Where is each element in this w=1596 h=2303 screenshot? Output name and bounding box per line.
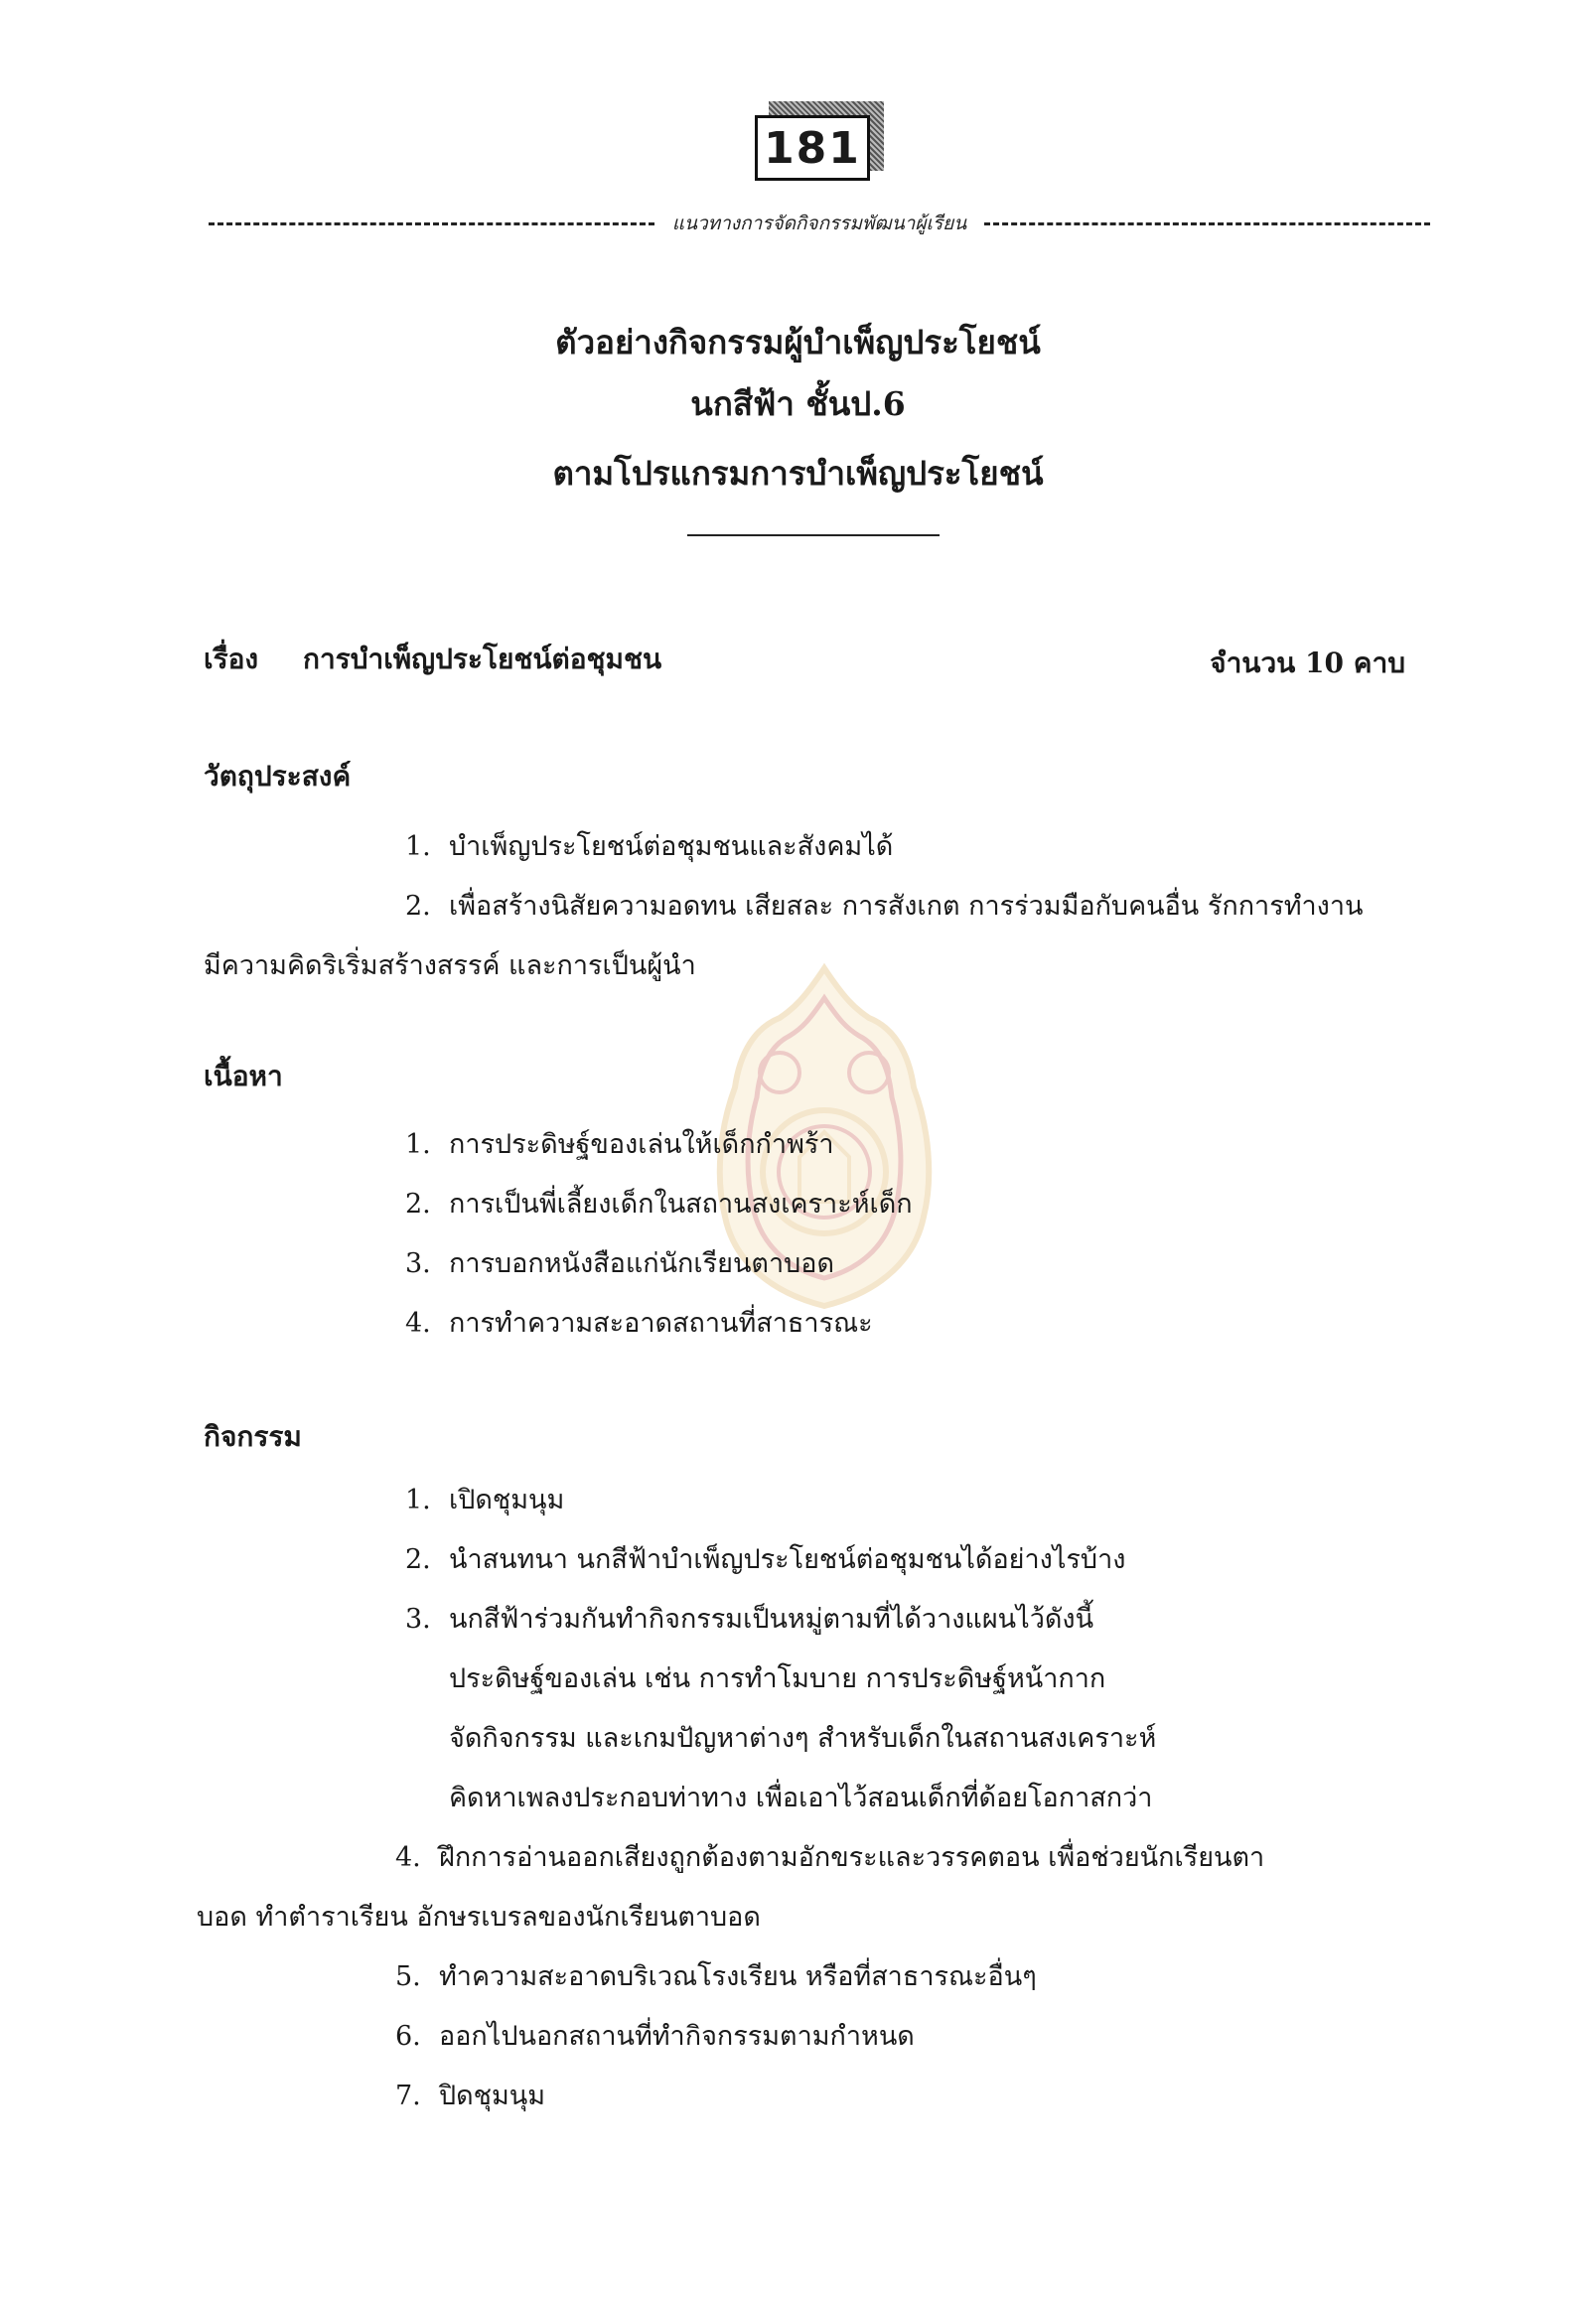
content-num: 2. bbox=[405, 1189, 431, 1220]
activity-item bbox=[395, 2074, 545, 2116]
page-number-box bbox=[755, 101, 884, 187]
activity-text: ออกไปนอกสถานที่ทำกิจกรรมตามกำหนด bbox=[439, 2021, 915, 2052]
objective-text: เพื่อสร้างนิสัยความอดทน เสียสละ การสังเกต การร่วมมือกับคนอื่น รักการทำงาน bbox=[449, 891, 1364, 922]
content-item bbox=[405, 1182, 913, 1224]
title-line-3: ตามโปรแกรมการบำเพ็ญประโยชน์ bbox=[552, 454, 1044, 493]
activity-text: เปิดชุมนุม bbox=[449, 1485, 565, 1515]
subject-label: เรื่อง bbox=[204, 643, 259, 675]
running-header-text: แนวทางการจัดกิจกรรมพัฒนาผู้เรียน bbox=[671, 213, 967, 234]
activities-heading: กิจกรรม bbox=[204, 1420, 302, 1453]
activity-item bbox=[395, 1954, 1037, 1997]
activity-num: 7. bbox=[395, 2081, 421, 2111]
content-item bbox=[405, 1122, 834, 1165]
title-rule bbox=[687, 534, 940, 536]
activity-num: 6. bbox=[395, 2021, 421, 2052]
activity-text: นกสีฟ้าร่วมกันทำกิจกรรมเป็นหมู่ตามที่ได้วางแผนไว้ดังนี้ bbox=[449, 1604, 1094, 1635]
content-text: การประดิษฐ์ของเล่นให้เด็กกำพร้า bbox=[449, 1129, 834, 1160]
activity-item bbox=[395, 2014, 915, 2057]
activity-num: 5. bbox=[395, 1961, 421, 1992]
activity-continuation: บอด ทำตำราเรียน อักษรเบรลของนักเรียนตาบอด bbox=[197, 1902, 761, 1933]
activity-num: 3. bbox=[405, 1604, 431, 1635]
activity-subline: คิดหาเพลงประกอบท่าทาง เพื่อเอาไว้สอนเด็กที่ด้อยโอกาสกว่า bbox=[449, 1783, 1153, 1813]
objective-item bbox=[405, 824, 893, 867]
activity-subline: ประดิษฐ์ของเล่น เช่น การทำโมบาย การประดิษฐ์หน้ากาก bbox=[449, 1663, 1106, 1694]
activity-item bbox=[405, 1537, 1125, 1580]
content-item bbox=[405, 1301, 873, 1344]
activity-text: นำสนทนา นกสีฟ้าบำเพ็ญประโยชน์ต่อชุมชนได้อย่างไรบ้าง bbox=[449, 1544, 1126, 1575]
activity-item bbox=[405, 1597, 1093, 1640]
content-text: การทำความสะอาดสถานที่สาธารณะ bbox=[449, 1308, 873, 1339]
activity-text: ทำความสะอาดบริเวณโรงเรียน หรือที่สาธารณะอื่นๆ bbox=[439, 1961, 1037, 1992]
running-header bbox=[209, 209, 1430, 238]
activity-text: ฝึกการอ่านออกเสียงถูกต้องตามอักขระและวรรคตอน เพื่อช่วยนักเรียนตา bbox=[439, 1842, 1265, 1873]
content-num: 1. bbox=[405, 1129, 431, 1160]
objective-text: บำเพ็ญประโยชน์ต่อชุมชนและสังคมได้ bbox=[449, 831, 894, 862]
title-line-2: นกสีฟ้า ชั้นป.6 bbox=[690, 384, 906, 423]
content-text: การบอกหนังสือแก่นักเรียนตาบอด bbox=[449, 1248, 834, 1279]
activity-subline: จัดกิจกรรม และเกมปัญหาต่างๆ สำหรับเด็กในสถานสงเคราะห์ bbox=[449, 1723, 1157, 1754]
header-dash-left bbox=[209, 222, 654, 225]
subject-value: การบำเพ็ญประโยชน์ต่อชุมชน bbox=[303, 643, 662, 675]
page-number: 181 bbox=[755, 115, 870, 181]
objective-num: 1. bbox=[405, 831, 431, 862]
content-num: 3. bbox=[405, 1248, 431, 1279]
title-line-1: ตัวอย่างกิจกรรมผู้บำเพ็ญประโยชน์ bbox=[555, 323, 1041, 361]
content-item bbox=[405, 1241, 834, 1284]
activity-item bbox=[395, 1835, 1264, 1878]
activity-num: 4. bbox=[395, 1842, 421, 1873]
objective-item bbox=[405, 884, 1363, 927]
activity-item bbox=[405, 1478, 564, 1520]
objective-continuation: มีความคิดริเริ่มสร้างสรรค์ และการเป็นผู้นำ bbox=[204, 950, 696, 981]
subject-duration: จำนวน 10 คาบ bbox=[1210, 647, 1405, 679]
activity-num: 1. bbox=[405, 1485, 431, 1515]
activity-text: ปิดชุมนุม bbox=[439, 2081, 546, 2111]
content-num: 4. bbox=[405, 1308, 431, 1339]
content-heading: เนื้อหา bbox=[204, 1060, 283, 1092]
activity-num: 2. bbox=[405, 1544, 431, 1575]
objective-num: 2. bbox=[405, 891, 431, 922]
header-dash-right bbox=[984, 222, 1430, 225]
objectives-heading: วัตถุประสงค์ bbox=[204, 760, 352, 792]
content-text: การเป็นพี่เลี้ยงเด็กในสถานสงเคราะห์เด็ก bbox=[449, 1189, 913, 1220]
